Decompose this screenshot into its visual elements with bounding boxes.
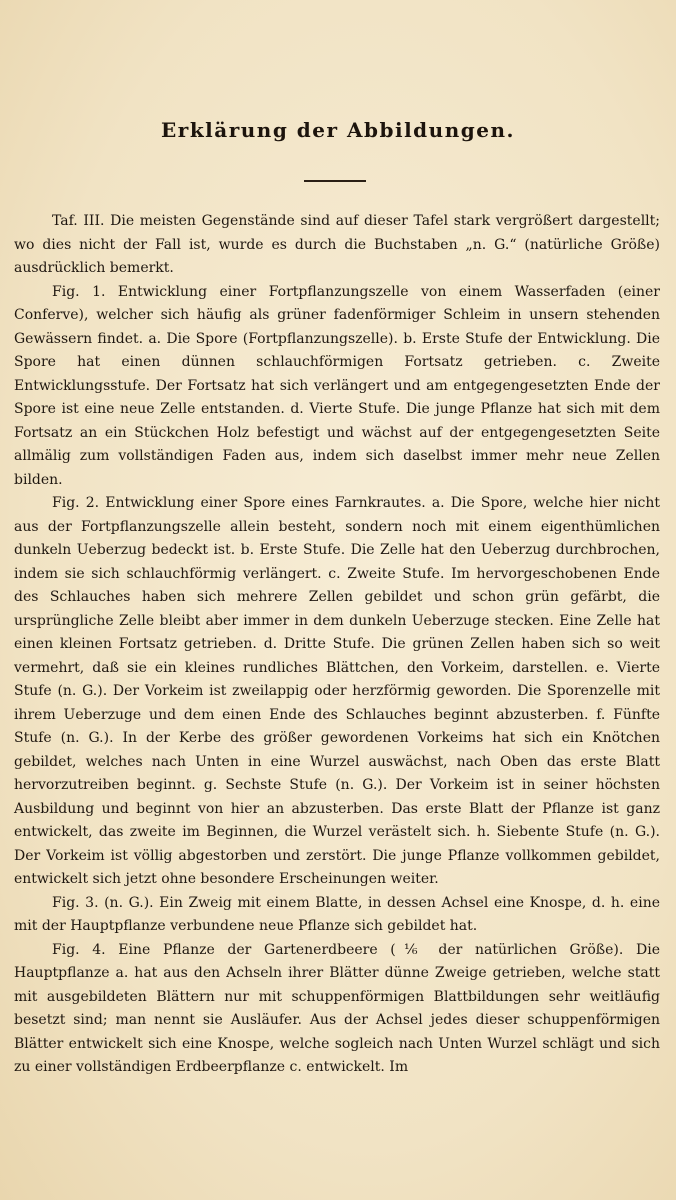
paragraph-taf-3 (14, 210, 660, 281)
paragraph-lead: Fig. 2. (52, 495, 100, 511)
page-title: Erklärung der Abbildungen. (161, 118, 515, 142)
paragraph-lead: Taf. III. (52, 213, 105, 229)
paragraph-body: Entwicklung einer Fortpflanzungszelle von einem Wasserfaden (einer Conferve), welcher sich häufig als grüner fadenförmiger Schleim in unsern stehenden Gewässern findet. a. Die Spore (Fortpflanzungszelle). b. Erste Stufe der Entwicklung. Die Spore hat einen dünnen schlauchförmigen Fortsatz getrieben. c. Zweite Entwicklungsstufe. Der Fortsatz hat sich verlängert und am entgegengesetzten Ende der Spore ist eine neue Zelle entstanden. d. Vierte Stufe. Die junge Pflanze hat sich mit dem Fortsatz an ein Stückchen Holz befestigt und wächst auf der entgegengesetzten Seite allmälig zum vollständigen Faden aus, indem sich daselbst immer mehr neue Zellen bilden. (14, 283, 660, 488)
paragraph-fig-1 (14, 281, 660, 493)
paragraph-fig-3 (14, 892, 660, 939)
body-text (14, 210, 660, 1080)
title-divider (304, 180, 366, 182)
paragraph-body: Die meisten Gegenstände sind auf dieser Tafel stark vergrößert dargestellt; wo dies nicht der Fall ist, wurde es durch die Buchstaben „n. G.“ (natürliche Größe) ausdrücklich bemerkt. (14, 213, 660, 276)
paragraph-lead: Fig. 1. (52, 283, 106, 300)
paragraph-lead: Fig. 4. (52, 941, 106, 958)
paragraph-body: (n. G.). Ein Zweig mit einem Blatte, in dessen Achsel eine Knospe, d. h. eine mit der Hauptpflanze verbundene neue Pflanze sich gebildet hat. (14, 894, 660, 934)
paragraph-fig-4 (14, 939, 660, 1080)
paragraph-body: Eine Pflanze der Gartenerdbeere (⅙ der natürlichen Größe). Die Hauptpflanze a. hat aus den Achseln ihrer Blätter dünne Zweige getrieben, welche statt mit ausgebildeten Blättern nur mit schuppenförmigen Blattbildungen sehr weitläufig besetzt sind; man nennt sie Ausläufer. Aus der Achsel jedes dieser schuppenförmigen Blätter entwickelt sich eine Knospe, welche sogleich nach Unten Wurzel schlägt und sich zu einer vollständigen Erdbeerpflanze c. entwickelt. Im (14, 941, 660, 1075)
paragraph-body: Entwicklung einer Spore eines Farnkrautes. a. Die Spore, welche hier nicht aus der Fortpflanzungszelle allein besteht, sondern noch mit einem eigenthümlichen dunkeln Ueberzug bedeckt ist. b. Erste Stufe. Die Zelle hat den Ueberzug durchbrochen, indem sie sich schlauchförmig verlängert. c. Zweite Stufe. Im hervorgeschobenen Ende des Schlauches haben sich mehrere Zellen gebildet und schon grün gefärbt, die ursprüngliche Zelle bleibt aber immer in dem dunkeln Ueberzuge stecken. Eine Zelle hat einen kleinen Fortsatz getrieben. d. Dritte Stufe. Die grünen Zellen haben sich so weit vermehrt, daß sie ein kleines rundliches Blättchen, den Vorkeim, darstellen. e. Vierte Stufe (n. G.). Der Vorkeim ist zweilappig oder herzförmig geworden. Die Sporenzelle mit ihrem Ueberzuge und dem einen Ende des Schlauches beginnt abzusterben. f. Fünfte Stufe (n. G.). In der Kerbe des größer gewordenen Vorkeims hat sich ein Knötchen gebildet, welches nach Unten in eine Wurzel auswächst, nach Oben das erste Blatt hervorzutreiben beginnt. g. Sechste Stufe (n. G.). Der Vorkeim ist in seiner höchsten Ausbildung und beginnt von hier an abzusterben. Das erste Blatt der Pflanze ist ganz entwickelt, das zweite im Beginnen, die Wurzel verästelt sich. h. Siebente Stufe (n. G.). Der Vorkeim ist völlig abgestorben und zerstört. Die junge Pflanze vollkommen gebildet, entwickelt sich jetzt ohne besondere Erscheinungen weiter. (14, 495, 660, 887)
paragraph-lead: Fig. 3. (52, 894, 99, 911)
paragraph-fig-2 (14, 492, 660, 892)
